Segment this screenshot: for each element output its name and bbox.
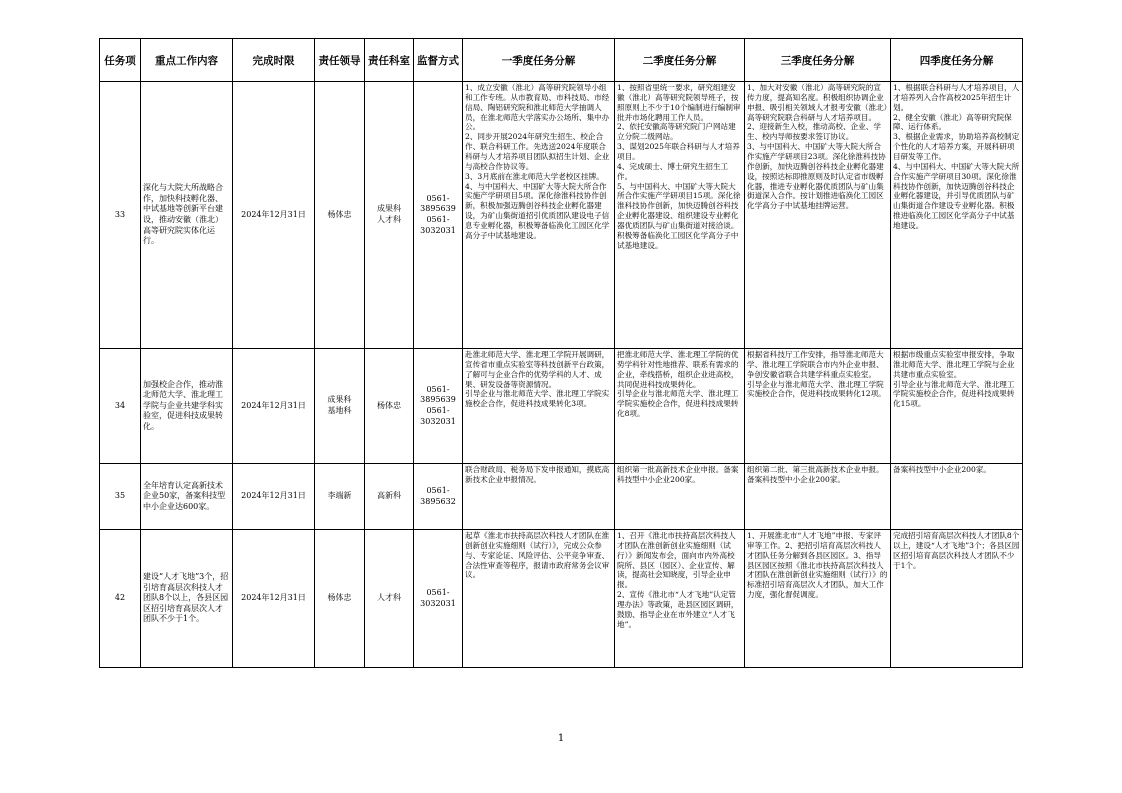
- header-content: 重点工作内容: [141, 39, 233, 82]
- task-leader: 李端新: [315, 464, 365, 530]
- task-supervision: 0561- 3895639 0561- 3032031: [414, 349, 463, 464]
- task-leader: 成果科 基地科: [315, 349, 365, 464]
- header-q2: 二季度任务分解: [615, 39, 745, 82]
- task-q1: 1、成立安徽（淮北）高等研究院领导小组和工作专班。从市教育局、市科技局、市经信局、陶铝研究院和淮北师范大学抽调人员，在淮北师范大学落实办公场所、集中办公。 2、同步开展2024年研究生招生、校企合作、联合科研工作。先选送2024年度联合科研与人才培养项目团队拟招生计划、企业与高校合作协议等。 3、3月底前在淮北师范大学老校区挂牌。 4、与中国科大、中国矿大等大院大所合作实施产学研项目5项。深化徐淮科技协作创新，积极加强迈腾创谷科技企业孵化器建设，为矿山集街道招引优质团队建设电子信息专业孵化器，积极筹备临涣化工园区化学高分子中试基地建设。: [463, 82, 615, 349]
- task-q1: 赴淮北师范大学、淮北理工学院开展调研，宣传省市重点实验室等科技创新平台政策，了解可与企业合作的优势学科的人才、成果、研发设备等资源情况。 引导企业与淮北师范大学、淮北理工学院实施校企合作，促进科技成果转化3项。: [463, 349, 615, 464]
- header-q3: 三季度任务分解: [745, 39, 891, 82]
- task-q2: 把淮北师范大学、淮北理工学院的优势学科针对性地推荐、联系有需求的企业，牵线搭桥，组织企业进高校，共同促进科技成果转化。 引导企业与淮北师范大学、淮北理工学院实施校企合作，促进科技成果转化8项。: [615, 349, 745, 464]
- task-content: 深化与大院大所战略合作，加快科技孵化器、中试基地等创新平台建设，推动安徽（淮北）高等研究院实体化运行。: [141, 82, 233, 349]
- header-task-id: 任务项: [100, 39, 141, 82]
- task-q2: 组织第一批高新技术企业申报。备案科技型中小企业200家。: [615, 464, 745, 530]
- table-row: [100, 349, 1023, 464]
- header-row: [100, 39, 1023, 82]
- task-dept: 杨体忠: [365, 349, 414, 464]
- task-q2: 1、按照省里统一要求，研究组建安徽（淮北）高等研究院领导班子，按照原则上不少于10个编制进行编制审批并市场化聘用工作人员。 2、依托安徽高等研究院门户网站建立分院二级网站。 3、谋划2025年联合科研与人才培养项目。 4、完成硕士、博士研究生招生工作。 5、与中国科大、中国矿大等大院大所合作实施产学研项目15项。深化徐淮科技协作创新，加快迈腾创谷科技企业孵化器建设、组织建设专业孵化器优质团队与矿山集街道对接洽谈。积极筹备临涣化工园区化学高分子中试基地建设。: [615, 82, 745, 349]
- task-q4: 备案科技型中小企业200家。: [891, 464, 1023, 530]
- task-deadline: 2024年12月31日: [233, 464, 315, 530]
- task-q3: 根据省科技厅工作安排，指导淮北师范大学、淮北理工学院联合市内外企业申报、争创安徽省联合共建学科重点实验室。 引导企业与淮北师范大学、淮北理工学院实施校企合作，促进科技成果转化12项。: [745, 349, 891, 464]
- header-supervision: 监督方式: [414, 39, 463, 82]
- task-q3: 1、开展淮北市“人才飞地”申报、专家评审等工作。2、把招引培育高层次科技人才团队任务分解到各县区园区。3、指导县区园区按照《淮北市扶持高层次科技人才团队在淮创新创业实施细则（试行）》的标准招引培育高层次人才团队，加大工作力度，强化督促调度。: [745, 530, 891, 668]
- header-dept: 责任科室: [365, 39, 414, 82]
- task-deadline: 2024年12月31日: [233, 349, 315, 464]
- task-id: 35: [100, 464, 141, 530]
- task-id: 34: [100, 349, 141, 464]
- page-number: 1: [557, 733, 565, 744]
- task-supervision: 0561- 3895639 0561- 3032031: [414, 82, 463, 349]
- task-deadline: 2024年12月31日: [233, 530, 315, 668]
- task-content: 加强校企合作，推动淮北师范大学、淮北理工学院与企业共建学科实验室，促进科技成果转化。: [141, 349, 233, 464]
- task-leader: 杨体忠: [315, 82, 365, 349]
- task-q2: 1、召开《淮北市扶持高层次科技人才团队在淮创新创业实施细则（试行）》新闻发布会，面向市内外高校院所、县区（园区）、企业宣传、解读，提高社会知晓度，引导企业申报。 2、宣传《淮北市“人才飞地”认定管理办法》等政策，赴县区园区调研，鼓励、指导企业在市外建立“人才飞地”。: [615, 530, 745, 668]
- task-content: 建设“人才飞地”3个，招引培育高层次科技人才团队8个以上，各县区园区招引培育高层次人才团队不少于1个。: [141, 530, 233, 668]
- task-q1: 起草《淮北市扶持高层次科技人才团队在淮创新创业实施细则（试行）》，完成公众参与、专家论证、风险评估、公平竞争审查、合法性审查等程序，报请市政府常务会议审议。: [463, 530, 615, 668]
- task-table: [99, 38, 1023, 668]
- task-id: 33: [100, 82, 141, 349]
- header-leader: 责任领导: [315, 39, 365, 82]
- header-q4: 四季度任务分解: [891, 39, 1023, 82]
- task-dept: 成果科 人才科: [365, 82, 414, 349]
- task-dept: 人才科: [365, 530, 414, 668]
- task-dept: 高新科: [365, 464, 414, 530]
- task-supervision: 0561- 3895632: [414, 464, 463, 530]
- table-row: [100, 464, 1023, 530]
- task-q4: 根据市级重点实验室申报安排，争取淮北师范大学、淮北理工学院与企业共建市重点实验室。 引导企业与淮北师范大学、淮北理工学院实施校企合作，促进科技成果转化15项。: [891, 349, 1023, 464]
- task-deadline: 2024年12月31日: [233, 82, 315, 349]
- task-id: 42: [100, 530, 141, 668]
- task-q3: 1、加大对安徽（淮北）高等研究院的宣传力度，提高知名度。积极组织协调企业申报、吸引相关领域人才报考安徽（淮北）高等研究院联合科研与人才培养项目。 2、迎接新生入校，推动高校、企业、学生、校内导师按要求签订协议。 3、与中国科大、中国矿大等大院大所合作实施产学研项目23项。深化徐淮科技协作创新，加快迈腾创谷科技企业孵化器建设，按照达标即推原则及时认定省市级孵化器，推进专业孵化器优质团队与矿山集街道深入合作。按计划推进临涣化工园区化学高分子中试基地挂牌运营。: [745, 82, 891, 349]
- task-content: 全年培育认定高新技术企业50家，备案科技型中小企业达600家。: [141, 464, 233, 530]
- task-q4: 1、根据联合科研与人才培养项目，人才培养列入合作高校2025年招生计划。 2、健全安徽（淮北）高等研究院保障、运行体系。 3、根据企业需求，协助培养高校制定个性化的人才培养方案，开展科研项目研发等工作。 4、与中国科大、中国矿大等大院大所合作实施产学研项目30项。深化徐淮科技协作创新，加快迈腾创谷科技企业孵化器建设，并引导优质团队与矿山集街道合作建设专业孵化器。积极推进临涣化工园区化学高分子中试基地建设。: [891, 82, 1023, 349]
- task-leader: 杨体忠: [315, 530, 365, 668]
- table-row: [100, 82, 1023, 349]
- task-q3: 组织第二批、第三批高新技术企业申报。备案科技型中小企业200家。: [745, 464, 891, 530]
- task-q4: 完成招引培育高层次科技人才团队8个以上，建设“人才飞地”3个；各县区园区招引培育高层次科技人才团队不少于1个。: [891, 530, 1023, 668]
- header-deadline: 完成时限: [233, 39, 315, 82]
- task-supervision: 0561- 3032031: [414, 530, 463, 668]
- header-q1: 一季度任务分解: [463, 39, 615, 82]
- task-q1: 联合财政局、税务局下发申报通知，摸底高新技术企业申报情况。: [463, 464, 615, 530]
- table-row: [100, 530, 1023, 668]
